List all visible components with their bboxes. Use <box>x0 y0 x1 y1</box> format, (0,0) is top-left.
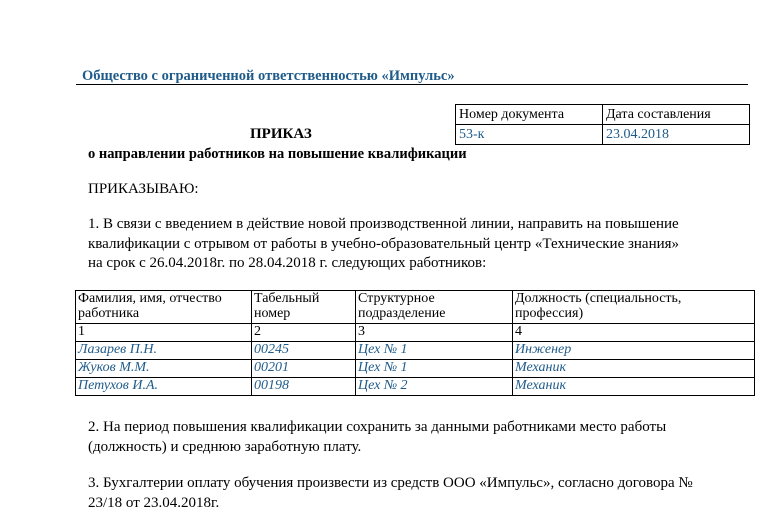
document-meta-table <box>455 104 750 145</box>
paragraph-2-line: (должность) и среднюю заработную плату. <box>88 438 362 455</box>
header-line: подразделение <box>358 306 446 321</box>
meta-header-date: Дата составления <box>603 105 750 125</box>
employee-department: Цех № 2 <box>356 378 513 396</box>
document-date: 23.04.2018 <box>603 125 750 145</box>
organization-underline <box>76 84 748 85</box>
paragraph-3-line: 3. Бухгалтерии оплату обучения произвести из средств ООО «Импульс», согласно договора № <box>88 475 693 491</box>
order-word: ПРИКАЗЫВАЮ: <box>88 181 199 197</box>
header-line: профессия) <box>515 306 584 321</box>
paragraph-1-line: квалификации с отрывом от работы в учебно-образовательный центр «Технические знания» <box>88 235 680 252</box>
header-department <box>356 291 513 324</box>
meta-header-row <box>456 105 750 125</box>
document-number: 53-к <box>456 125 603 145</box>
table-row <box>76 378 755 396</box>
paragraph-1-line: на срок с 26.04.2018г. по 28.04.2018 г. следующих работников: <box>88 255 487 271</box>
staff-table-number-row <box>76 324 755 342</box>
meta-value-row <box>456 125 750 145</box>
header-line: работника <box>78 306 140 321</box>
employee-number: 00198 <box>252 378 356 396</box>
employee-position: Механик <box>513 360 755 378</box>
header-position <box>513 291 755 324</box>
staff-table <box>75 290 755 396</box>
employee-position: Механик <box>513 378 755 396</box>
paragraph-3-line: 23/18 от 23.04.2018г. <box>88 494 220 511</box>
employee-name: Жуков М.М. <box>76 360 252 378</box>
employee-department: Цех № 1 <box>356 342 513 360</box>
employee-name: Лазарев П.Н. <box>76 342 252 360</box>
header-line: номер <box>254 306 291 321</box>
employee-department: Цех № 1 <box>356 360 513 378</box>
header-line: Фамилия, имя, отчество <box>78 291 222 306</box>
employee-number: 00201 <box>252 360 356 378</box>
staff-table-header-row <box>76 291 755 324</box>
paragraph-2-line: 2. На период повышения квалификации сохранить за данными работниками место работы <box>88 419 667 435</box>
paragraph-3 <box>88 474 693 513</box>
document-title: ПРИКАЗ <box>250 126 312 142</box>
header-personnel-number <box>252 291 356 324</box>
header-line: Структурное <box>358 291 435 306</box>
paragraph-2 <box>88 418 666 457</box>
employee-name: Петухов И.А. <box>76 378 252 396</box>
column-number: 2 <box>252 324 356 342</box>
header-line: Табельный <box>254 291 320 306</box>
employee-number: 00245 <box>252 342 356 360</box>
table-row <box>76 342 755 360</box>
column-number: 4 <box>513 324 755 342</box>
column-number: 1 <box>76 324 252 342</box>
column-number: 3 <box>356 324 513 342</box>
header-line: Должность (специальность, <box>515 291 682 306</box>
employee-position: Инженер <box>513 342 755 360</box>
header-full-name <box>76 291 252 324</box>
meta-header-number: Номер документа <box>456 105 603 125</box>
table-row <box>76 360 755 378</box>
organization-name: Общество с ограниченной ответственностью «Импульс» <box>82 68 455 84</box>
paragraph-1 <box>88 215 679 274</box>
document-subtitle: о направлении работников на повышение квалификации <box>88 146 467 162</box>
paragraph-1-line: 1. В связи с введением в действие новой производственной линии, направить на повышение <box>88 216 679 232</box>
